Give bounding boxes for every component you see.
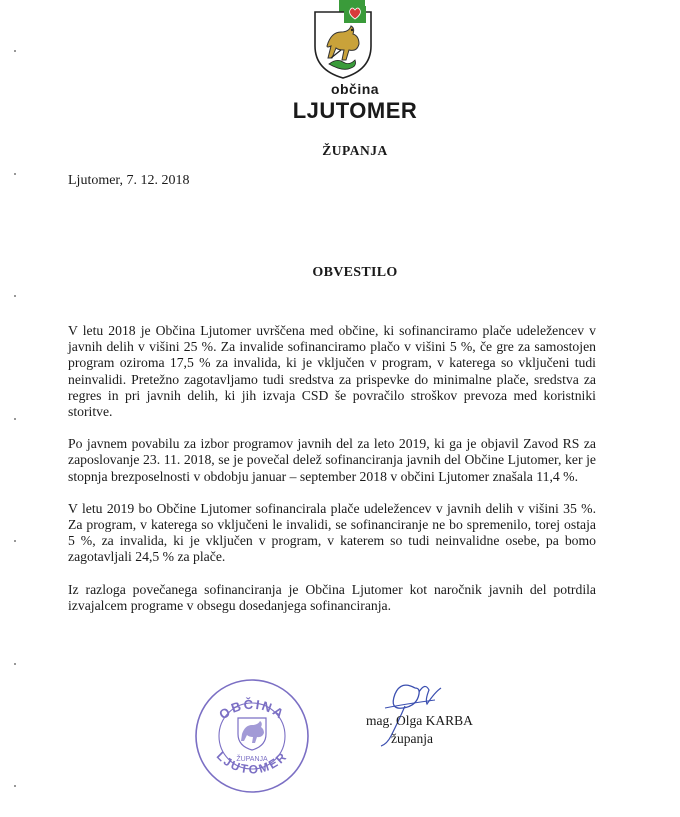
margin-mark — [14, 418, 16, 420]
stamp-bottom-text: LJUTOMER — [213, 748, 291, 777]
stamp-top-text: OBČINA — [216, 696, 288, 723]
date-line: Ljutomer, 7. 12. 2018 — [68, 173, 190, 188]
paragraph: Iz razloga povečanega sofinanciranja je Občina Ljutomer kot naročnik javnih del potrdila izvajalcem programe v obsegu dosedanjega sofinanciranja. — [68, 581, 596, 613]
paragraph: V letu 2018 je Občina Ljutomer uvrščena med občine, ki sofinanciramo plače udeležencev v javnih delih v višini 25 %. Za invalide sofinanciramo plačo v višini 5 %, če gre za samostojen program oziroma 17,5 % za invalida, ki je vključen v program, v katerega so vključeni tudi neinvalidi. Pretežno zagotavljamo tudi sredstva za prispevke do minimalne plače, sredstva za regres in pri javnih delih, ki jih izvaja CSD še povračilo stroškov prevoza med koristniki storitve. — [68, 323, 596, 420]
margin-mark — [14, 785, 16, 787]
municipality-name: LJUTOMER — [292, 98, 418, 123]
margin-mark — [14, 173, 16, 175]
signatory-role: županja — [391, 731, 433, 746]
municipality-label: občina — [330, 81, 380, 97]
stamp-shield-icon — [238, 718, 266, 750]
document-title: OBVESTILO — [312, 265, 398, 280]
margin-mark — [14, 540, 16, 542]
paragraph: Po javnem povabilu za izbor programov javnih del za leto 2019, ki ga je objavil Zavod RS za zaposlovanje 23. 11. 2018, se je povečal delež sofinanciranja javnih del Občine Ljutomer, ker je stopnja brezposelnosti v obdobju januar – september 2018 v občini Ljutomer znašala 11,4 %. — [68, 436, 596, 484]
document-body — [68, 323, 596, 630]
official-stamp — [192, 676, 312, 796]
coat-of-arms-icon — [311, 6, 375, 80]
margin-mark — [14, 50, 16, 52]
margin-mark — [14, 663, 16, 665]
signatory-name: mag. Olga KARBA — [366, 713, 473, 728]
margin-mark — [14, 295, 16, 297]
office-heading: ŽUPANJA — [322, 143, 388, 158]
stamp-middle-text: ŽUPANJA — [236, 756, 268, 763]
paragraph: V letu 2019 bo Občine Ljutomer sofinancirala plače udeležencev v javnih delih v višini 35 %. Za program, v katerega so vključeni le invalidi, se sofinanciranje ne bo spremenilo, torej ostaja 5 %, za invalida, ki je vključen v program, v katerem so tudi neinvalidne osebe, pa bomo zagotavljali 24,5 % za plače. — [68, 500, 596, 565]
